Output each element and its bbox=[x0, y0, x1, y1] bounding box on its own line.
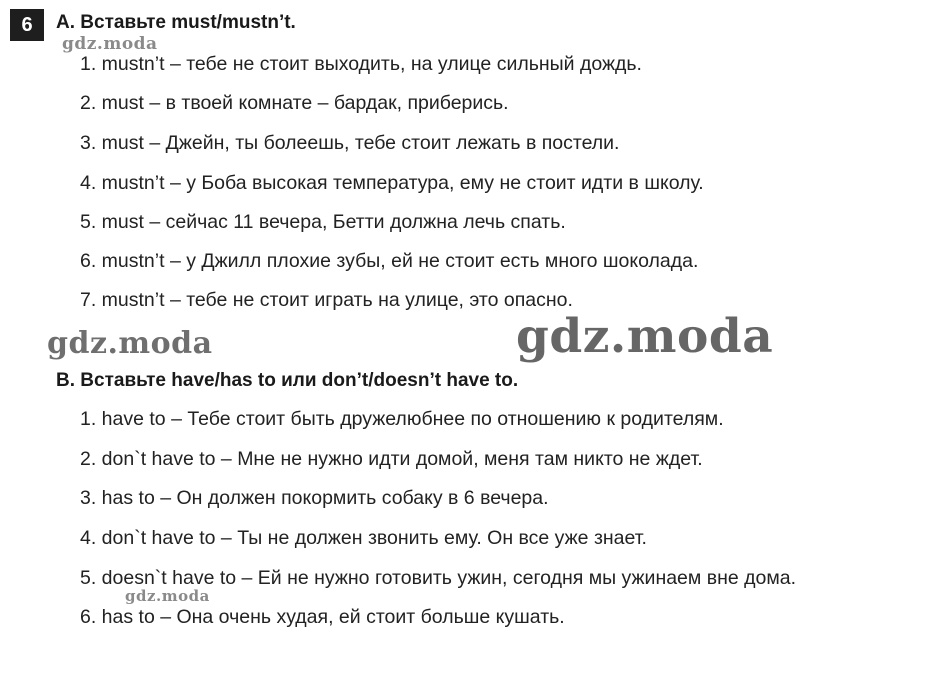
section-b-item-6: 6. has to – Она очень худая, ей стоит больше кушать. bbox=[80, 606, 565, 628]
section-b-item-5: 5. doesn`t have to – Ей не нужно готовить ужин, сегодня мы ужинаем вне дома. bbox=[80, 567, 797, 589]
section-a-title: A. Вставьте must/mustn’t. bbox=[56, 12, 296, 33]
watermark: gdz.moda bbox=[47, 326, 213, 361]
section-a-item-6: 6. mustn’t – у Джилл плохие зубы, ей не стоит есть много шоколада. bbox=[80, 250, 699, 272]
watermark: gdz.moda bbox=[62, 34, 158, 54]
section-a-item-2: 2. must – в твоей комнате – бардак, приберись. bbox=[80, 92, 509, 114]
section-b-item-2: 2. don`t have to – Мне не нужно идти домой, меня там никто не ждет. bbox=[80, 448, 703, 470]
watermark: gdz.moda bbox=[125, 587, 210, 605]
section-a-item-5: 5. must – сейчас 11 вечера, Бетти должна лечь спать. bbox=[80, 211, 566, 233]
section-b-item-1: 1. have to – Тебе стоит быть дружелюбнее по отношению к родителям. bbox=[80, 408, 724, 430]
watermark: gdz.moda bbox=[516, 309, 774, 364]
section-b-title: B. Вставьте have/has to или don’t/doesn’t have to. bbox=[56, 370, 519, 391]
section-b-item-3: 3. has to – Он должен покормить собаку в 6 вечера. bbox=[80, 487, 549, 509]
section-a-item-7: 7. mustn’t – тебе не стоит играть на улице, это опасно. bbox=[80, 289, 573, 311]
exercise-number-badge: 6 bbox=[10, 9, 44, 41]
section-a-item-1: 1. mustn’t – тебе не стоит выходить, на улице сильный дождь. bbox=[80, 53, 642, 75]
section-a-item-3: 3. must – Джейн, ты болеешь, тебе стоит лежать в постели. bbox=[80, 132, 620, 154]
section-a-item-4: 4. mustn’t – у Боба высокая температура, ему не стоит идти в школу. bbox=[80, 172, 704, 194]
section-b-item-4: 4. don`t have to – Ты не должен звонить ему. Он все уже знает. bbox=[80, 527, 647, 549]
